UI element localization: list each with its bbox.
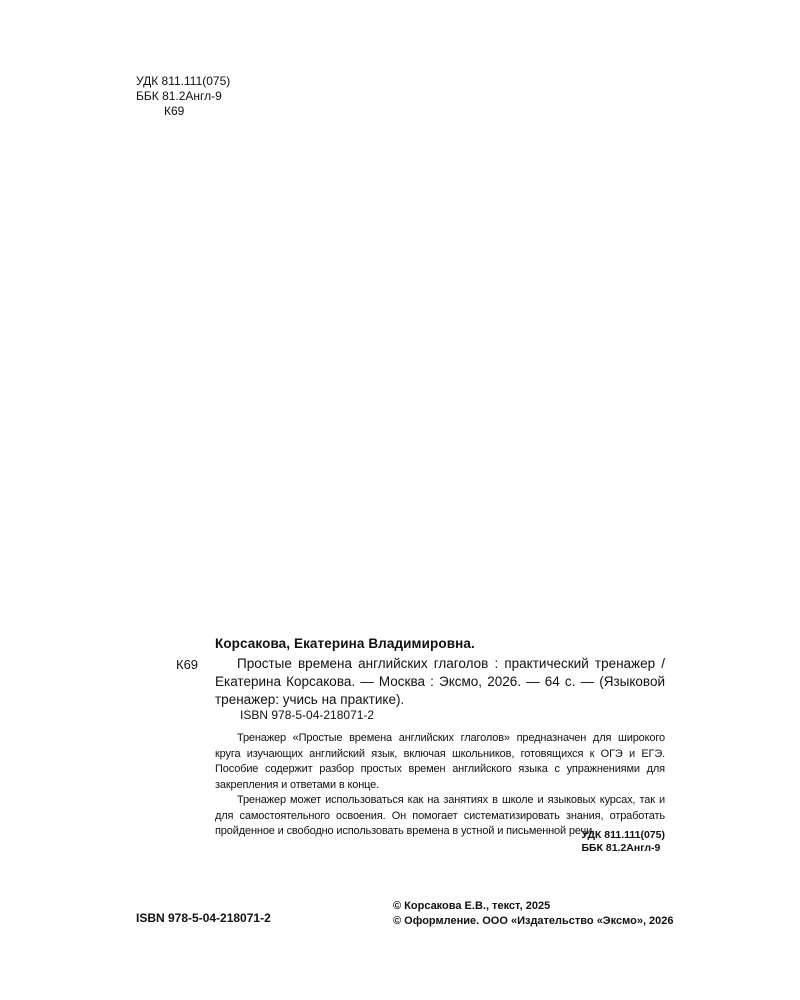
udk-code-bottom: УДК 811.111(075) xyxy=(581,829,665,841)
bbk-code: ББК 81.2Англ-9 xyxy=(136,89,222,103)
copyright-design: © Оформление. ООО «Издательство «Эксмо», 2026 xyxy=(393,915,674,927)
udk-code: УДК 811.111(075) xyxy=(136,74,231,88)
classification-codes-top xyxy=(136,74,230,119)
copyright-block xyxy=(393,899,674,929)
author-mark-record: К69 xyxy=(176,657,199,672)
annotation-paragraph-1: Тренажер «Простые времена английских глаголов» предназначен для широкого круга изучающих английский язык, включая школьников, готовящихся к ОГЭ и ЕГЭ. Пособие содержит разбор простых времен английского языка с упражнениями для закрепления и ответами в конце. xyxy=(215,732,665,791)
isbn-record: ISBN 978-5-04-218071-2 xyxy=(240,708,375,722)
classification-codes-bottom xyxy=(581,829,665,855)
annotation xyxy=(215,731,665,840)
isbn-footer: ISBN 978-5-04-218071-2 xyxy=(136,911,271,925)
author-heading: Корсакова, Екатерина Владимировна. xyxy=(215,636,475,651)
author-mark: К69 xyxy=(164,104,185,118)
bbk-code-bottom: ББК 81.2Англ-9 xyxy=(581,842,661,854)
copyright-text: © Корсакова Е.В., текст, 2025 xyxy=(393,900,551,912)
annotation-paragraph-2: Тренажер может использоваться как на занятиях в школе и языковых курсах, так и для самостоятельного освоения. Он помогает систематизировать знания, отработать пройденное и свободно использовать времена в устной и письменной речи. xyxy=(215,794,665,837)
bibliographic-description: Простые времена английских глаголов : практический тренажер / Екатерина Корсакова. — Москва : Эксмо, 2026. — 64 с. — (Языковой тренажер: учись на практике). xyxy=(215,656,665,707)
